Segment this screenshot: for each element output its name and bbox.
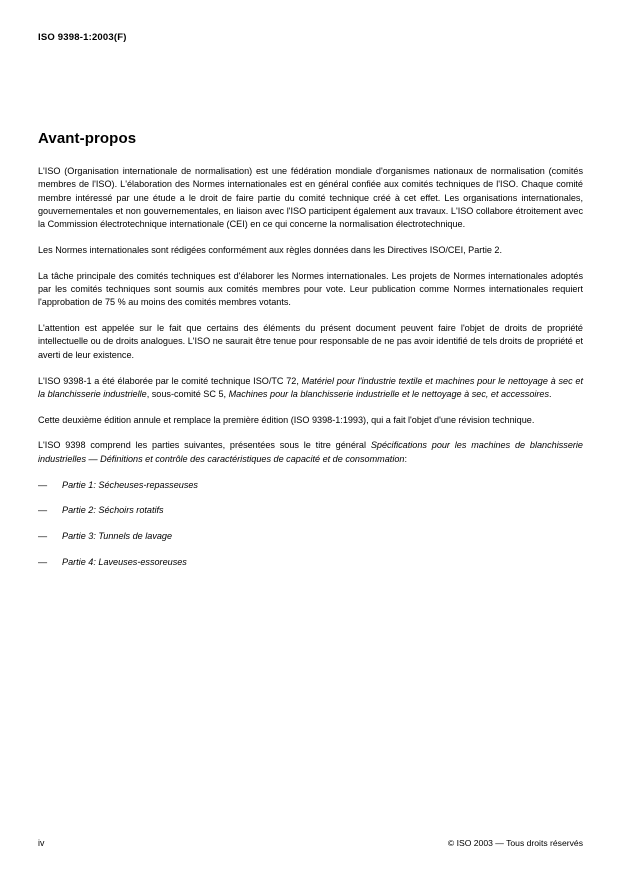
- page-number: iv: [38, 838, 45, 848]
- page-title: Avant-propos: [38, 130, 137, 147]
- em-dash-icon: —: [38, 556, 48, 567]
- committee-title-sc5: Machines pour la blanchisserie industrielle et le nettoyage à sec, et accessoires: [228, 388, 550, 399]
- list-item-label: Partie 4: Laveuses-essoreuses: [62, 556, 187, 567]
- committee-text-mid: , sous-comité SC 5,: [146, 388, 229, 399]
- paragraph-foreword-4: L'attention est appelée sur le fait que certains des éléments du présent document peuvent faire l'objet de droits de propriété intellectuelle ou de droits analogues. L'ISO ne saurait être tenue pour responsable de ne pas avoir identifié de tels droits de propriété et averti de leur existence.: [38, 323, 583, 360]
- em-dash-icon: —: [38, 531, 48, 542]
- parts-list: [38, 479, 583, 570]
- list-item: [38, 556, 583, 569]
- committee-text-lead: L'ISO 9398-1 a été élaborée par le comité technique ISO/TC 72,: [38, 375, 302, 386]
- paragraph-parts-intro: [38, 439, 583, 466]
- running-header: ISO 9398-1:2003(F): [38, 32, 127, 43]
- page-footer: [38, 838, 583, 848]
- paragraph-foreword-3: La tâche principale des comités techniques est d'élaborer les Normes internationales. Les projets de Normes internationales adoptés par les comités techniques sont soumis aux comités membres pour vote. Leur publication comme Normes internationales requiert l'approbation de 75 % au moins des comités membres votants.: [38, 270, 583, 308]
- paragraph-committee: [38, 375, 583, 402]
- committee-title-tc72: Matériel pour l'industrie textile et machines pour le nettoyage à sec et la blanchisserie industrielle: [38, 375, 583, 399]
- em-dash-icon: —: [38, 505, 48, 516]
- list-item-label: Partie 3: Tunnels de lavage: [62, 531, 173, 542]
- em-dash-icon: —: [38, 479, 48, 490]
- parts-intro-lead: L'ISO 9398 comprend les parties suivantes, présentées sous le titre général: [38, 440, 371, 451]
- parts-general-title: Spécifications pour les machines de blanchisserie industrielles — Définitions et contrôle des caractéristiques de capacité et de consommation: [38, 440, 583, 464]
- paragraph-edition: Cette deuxième édition annule et remplace la première édition (ISO 9398-1:1993), qui a fait l'objet d'une révision technique.: [38, 414, 535, 425]
- committee-text-end: .: [549, 388, 552, 399]
- paragraph-foreword-2: Les Normes internationales sont rédigées conformément aux règles données dans les Directives ISO/CEI, Partie 2.: [38, 244, 503, 255]
- list-item: [38, 530, 583, 543]
- list-item: [38, 504, 583, 517]
- parts-intro-end: :: [404, 453, 407, 464]
- page-content: [38, 130, 583, 582]
- list-item: [38, 479, 583, 492]
- copyright-notice: © ISO 2003 — Tous droits réservés: [447, 838, 583, 848]
- list-item-label: Partie 1: Sécheuses-repasseuses: [62, 479, 198, 490]
- paragraph-foreword-1: L'ISO (Organisation internationale de normalisation) est une fédération mondiale d'organismes nationaux de normalisation (comités membres de l'ISO). L'élaboration des Normes internationales est en général confiée aux comités techniques de l'ISO. Chaque comité membre intéressé par une étude a le droit de faire partie du comité technique créé à cet effet. Les organisations internationales, gouvernementales et non gouvernementales, en liaison avec l'ISO participent également aux travaux. L'ISO collabore étroitement avec la Commission électrotechnique internationale (CEI) en ce qui concerne la normalisation électrotechnique.: [38, 166, 583, 230]
- list-item-label: Partie 2: Séchoirs rotatifs: [62, 505, 164, 516]
